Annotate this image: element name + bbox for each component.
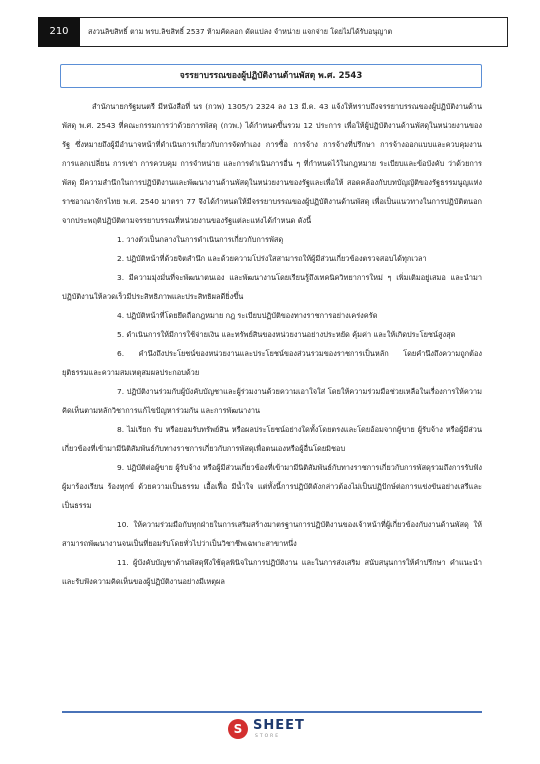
document-title: จรรยาบรรณของผู้ปฏิบัติงานด้านพัสดุ พ.ศ. 2543: [60, 64, 482, 88]
page-header: [0, 17, 540, 47]
logo-subtext: STORE: [255, 734, 281, 739]
logo-s-icon: S: [228, 719, 248, 739]
list-item: 10. ให้ความร่วมมือกับทุกฝ่ายในการเสริมสร้างมาตรฐานการปฏิบัติงานของเจ้าหน้าที่ผู้เกี่ยวข้องกับงานด้านพัสดุ ให้สามารถพัฒนางานจนเป็นที่ยอมรับโดยทั่วไปว่าเป็นวิชาชีพเฉพาะสาขาหนึ่ง: [62, 520, 482, 548]
list-item: 5. ดำเนินการให้มีการใช้จ่ายเงิน และทรัพย์สินของหน่วยงานอย่างประหยัด คุ้มค่า และให้เกิดประโยชน์สูงสุด: [117, 330, 456, 339]
sheet-store-logo: [228, 717, 318, 743]
logo-text: SHEET: [253, 718, 305, 733]
intro-paragraph: สำนักนายกรัฐมนตรี มีหนังสือที่ นร (กวพ) 1305/ว 2324 ลง 13 มี.ค. 43 แจ้งให้ทราบถึงจรรยาบรรณของผู้ปฏิบัติงานด้านพัสดุ พ.ศ. 2543 ที่คณะกรรมการว่าด้วยการพัสดุ (กวพ.) ได้กำหนดขึ้นรวม 12 ประการ เพื่อให้ผู้ปฏิบัติงานด้านพัสดุในหน่วยงานของรัฐ ซึ่งหมายถึงผู้มีอำนาจหน้าที่ดำเนินการเกี่ยวกับการจัดทำเอง การซื้อ การจ้าง การจ้างที่ปรึกษา การจ้างออกแบบและควบคุมงาน การแลกเปลี่ยน การเช่า การควบคุม การจำหน่าย และการดำเนินการอื่น ๆ ที่กำหนดไว้ในกฎหมาย ระเบียบและข้อบังคับ ว่าด้วยการพัสดุ มีความสำนึกในการปฏิบัติงานและพัฒนางานด้านพัสดุในหน่วยงานของรัฐและเพื่อให้ สอดคล้องกับบทบัญญัติของรัฐธรรมนูญแห่งราชอาณาจักรไทย พ.ศ. 2540 มาตรา 77 จึงได้กำหนดให้มีจรรยาบรรณของผู้ปฏิบัติงานด้านพัสดุ เพื่อเป็นแนวทางในการปฏิบัติตนอกจากประพฤติปฏิบัติตามจรรยาบรรณที่หน่วยงานของรัฐแต่ละแห่งได้กำหนด ดังนี้: [62, 102, 482, 225]
document-body: [62, 97, 482, 591]
footer-divider: [62, 711, 482, 713]
list-item: 8. ไม่เรียก รับ หรือยอมรับทรัพย์สิน หรือผลประโยชน์อย่างใดทั้งโดยตรงและโดยอ้อมจากผู้ขาย ผู้รับจ้าง หรือผู้มีส่วนเกี่ยวข้องที่เข้ามามีนิติสัมพันธ์กับทางราชการเกี่ยวกับการพัสดุเพื่อตนเองหรือผู้อื่นโดยมิชอบ: [62, 425, 482, 453]
list-item: 2. ปฏิบัติหน้าที่ด้วยจิตสำนึก และด้วยความโปร่งใสสามารถให้ผู้มีส่วนเกี่ยวข้องตรวจสอบได้ทุกเวลา: [117, 254, 427, 263]
list-item: 6. คำนึงถึงประโยชน์ของหน่วยงานและประโยชน์ของส่วนรวมของราชการเป็นหลัก โดยคำนึงถึงความถูกต้อง ยุติธรรมและความสมเหตุสมผลประกอบด้วย: [62, 349, 482, 377]
list-item: 1. วางตัวเป็นกลางในการดำเนินการเกี่ยวกับการพัสดุ: [117, 235, 284, 244]
copyright-notice: สงวนลิขสิทธิ์ ตาม พรบ.ลิขสิทธิ์ 2537 ห้ามคัดลอก ดัดแปลง จำหน่าย แจกจ่าย โดยไม่ได้รับอนุญาต: [80, 17, 508, 47]
list-item: 9. ปฏิบัติต่อผู้ขาย ผู้รับจ้าง หรือผู้มีส่วนเกี่ยวข้องที่เข้ามามีนิติสัมพันธ์กับทางราชการเกี่ยวกับการพัสดุรวมถึงการรับฟังผู้มาร้องเรียน ร้องทุกข์ ด้วยความเป็นธรรม เอื้อเฟื้อ มีน้ำใจ แต่ทั้งนี้การปฏิบัติดังกล่าวต้องไม่เป็นปฏิปักษ์ต่อการแข่งขันอย่างเสรีและเป็นธรรม: [62, 463, 482, 510]
page-number: 210: [38, 17, 80, 47]
list-item: 11. ผู้บังคับบัญชาด้านพัสดุพึงใช้ดุลพินิจในการปฏิบัติงาน และในการส่งเสริม สนับสนุนการให้คำปรึกษา คำแนะนำ และรับฟังความคิดเห็นของผู้ปฏิบัติงานอย่างมีเหตุผล: [62, 558, 482, 586]
list-item: 4. ปฏิบัติหน้าที่โดยยึดถือกฎหมาย กฎ ระเบียบปฏิบัติของทางราชการอย่างเคร่งครัด: [117, 311, 378, 320]
list-item: 7. ปฏิบัติงานร่วมกับผู้บังคับบัญชาและผู้ร่วมงานด้วยความเอาใจใส่ โดยให้ความร่วมมือช่วยเหลือในเรื่องการให้ความคิดเห็นตามหลักวิชาการแก้ไขปัญหาร่วมกัน และการพัฒนางาน: [62, 387, 482, 415]
list-item: 3. มีความมุ่งมั่นที่จะพัฒนาตนเอง และพัฒนางานโดยเรียนรู้ถึงเทคนิควิทยาการใหม่ ๆ เพิ่มเติมอยู่เสมอ และนำมาปฏิบัติงานให้ลวดเร็วมีประสิทธิภาพและประสิทธิผลดียิ่งขึ้น: [62, 273, 482, 301]
